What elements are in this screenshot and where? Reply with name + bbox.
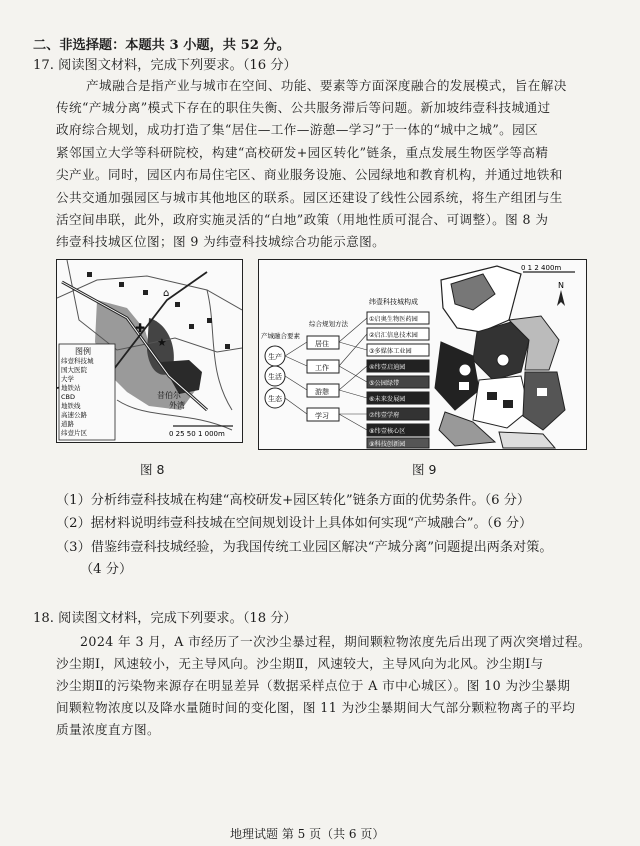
method-label: 居住 — [315, 340, 329, 348]
header-left: 产城融合要素 — [261, 332, 300, 340]
zone-label: ②启汇信息技术园 — [369, 332, 418, 339]
q17-para-line: 紧邻国立大学等科研院校，构建“高校研发+园区转化”链条，重点发展生物医学等高精 — [56, 145, 549, 160]
q17-para-line: 产城融合是指产业与城市在空间、功能、要素等方面深度融合的发展模式，旨在解决 — [86, 78, 567, 93]
legend-item: 地铁线 — [61, 402, 81, 410]
zone-label: ③多媒体工业园 — [369, 348, 412, 355]
header-mid: 综合规划方法 — [309, 320, 348, 328]
north-arrow-icon — [557, 290, 565, 306]
element-label: 生活 — [268, 373, 282, 381]
q18-para-line: 间颗粒物浓度以及降水量随时间的变化图，图 11 为沙尘暴期间大气部分颗粒物离子的平均 — [56, 700, 576, 715]
panel-title: 纬壹科技城构成 — [369, 298, 418, 306]
q17-para-line: 政府综合规划，成功打造了集“居住—工作—游憩—学习”于一体的“城中之城”。园区 — [56, 122, 539, 137]
hospital-icon: ✚ — [135, 321, 146, 335]
legend-item: 纬壹片区 — [61, 429, 87, 437]
method-label: 工作 — [315, 364, 329, 372]
method-label: 游憩 — [315, 388, 329, 396]
figure-9-svg — [259, 260, 586, 449]
element-label: 生产 — [268, 353, 282, 361]
legend-item: 纬壹科技城 — [61, 357, 94, 365]
legend-item: 高速公路 — [61, 411, 87, 419]
q17-para-line: 纬壹科技城区位图；图 9 为纬壹科技城综合功能示意图。 — [56, 234, 386, 249]
zone-list — [367, 312, 429, 448]
q17-question-2: （2）据材料说明纬壹科技城在空间规划设计上具体如何实现“产城融合”。（6 分） — [56, 516, 533, 531]
q17-para-line: 传统“产城分离”模式下存在的职住失衡、公共服务滞后等问题。新加坡纬壹科技城通过 — [56, 100, 551, 115]
q17-question-1: （1）分析纬壹科技城在构建“高校研发+园区转化”链条方面的优势条件。（6 分） — [56, 493, 531, 508]
q18-para-line: 2024 年 3 月，A 市经历了一次沙尘暴过程，期间颗粒物浓度先后出现了两次突增过程。 — [80, 634, 591, 649]
figure-9-caption: 图 9 — [412, 462, 437, 477]
q18-title: 18. 阅读图文材料，完成下列要求。（18 分） — [33, 611, 297, 626]
scale-label: 0 1 2 400m — [521, 264, 562, 272]
university-icon: ⌂ — [163, 288, 170, 299]
figure-8-svg — [57, 260, 242, 442]
zone-label: ⑤公园绿带 — [369, 380, 400, 387]
scale-label: 0 25 50 1 000m — [169, 430, 225, 438]
q18-para-line: 质量浓度直方图。 — [56, 722, 160, 737]
element-label: 生态 — [268, 395, 282, 403]
figure-9-diagram — [258, 259, 587, 450]
page-footer: 地理试题 第 5 页（共 6 页） — [230, 827, 385, 841]
figure-8-caption: 图 8 — [140, 462, 165, 477]
place-label: 昔伯尔 — [157, 391, 181, 400]
q17-question-3: （3）借鉴纬壹科技城经验，为我国传统工业园区解决“产城分离”问题提出两条对策。 — [56, 540, 553, 555]
legend-item: CBD — [61, 393, 76, 401]
method-label: 学习 — [315, 412, 329, 420]
section-header: 二、非选择题：本题共 3 小题，共 52 分。 — [33, 38, 290, 53]
zone-plan-map — [435, 266, 565, 448]
legend-item: 道路 — [61, 420, 74, 428]
q17-para-line: 公共交通加强园区与城市其他地区的联系。园区还建设了线性公园系统，将生产组团与生 — [56, 190, 563, 205]
q17-para-line: 活空间串联，此外，政府实施灵活的“白地”政策（用地性质可混合、可调整）。图 8 为 — [56, 212, 549, 227]
figure-8-map — [56, 259, 243, 443]
q17-title: 17. 阅读图文材料，完成下列要求。（16 分） — [33, 58, 297, 73]
element-circles — [265, 346, 285, 408]
method-boxes — [307, 336, 339, 421]
legend-item: 大学 — [61, 375, 74, 383]
science-city-star-icon: ★ — [157, 336, 167, 349]
place-label: 外湾 — [169, 401, 185, 410]
legend-item: 国大医院 — [61, 366, 87, 374]
zone-label: ①启奥生物医药园 — [369, 316, 418, 323]
zone-label: ⑥未来发展园 — [369, 396, 406, 403]
zone-label: ⑧纬壹核心区 — [369, 428, 406, 435]
q17-question-3-points: （4 分） — [80, 562, 133, 577]
zone-label: ④纬壹启迪园 — [369, 364, 406, 371]
legend-item: 地铁站 — [61, 384, 81, 392]
zone-label: ⑦纬壹学府 — [369, 412, 400, 419]
q18-para-line: 沙尘期Ⅰ，风速较小，无主导风向。沙尘期Ⅱ，风速较大，主导风向为北风。沙尘期Ⅰ与 — [56, 656, 544, 671]
q18-para-line: 沙尘期Ⅱ的污染物来源存在明显差异（数据采样点位于 A 市中心城区）。图 10 为沙尘暴期 — [56, 678, 571, 693]
q17-para-line: 尖产业。同时，园区内布局住宅区、商业服务设施、公园绿地和教育机构，并通过地铁和 — [56, 167, 563, 182]
legend-title: 图例 — [75, 347, 91, 356]
north-label: N — [558, 281, 564, 290]
zone-label: ⑨科技创新园 — [369, 441, 406, 448]
